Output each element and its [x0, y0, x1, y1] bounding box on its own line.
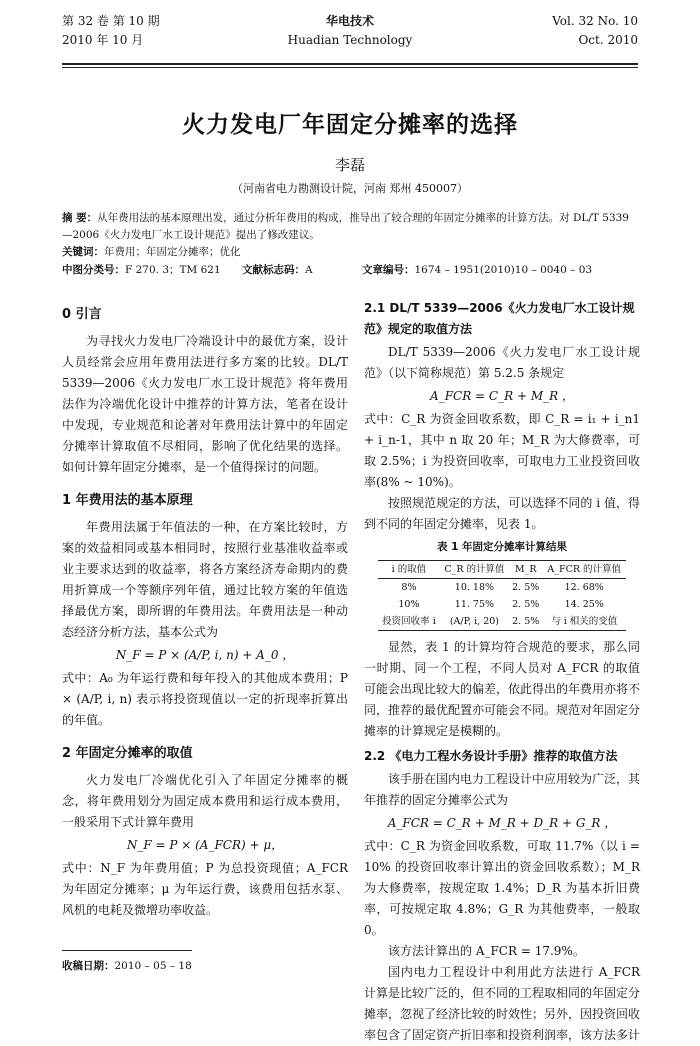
footnote-rule — [62, 950, 192, 951]
section-2-2-heading: 2.2 《电力工程水务设计手册》推荐的取值方法 — [364, 749, 618, 763]
section-0-paragraph: 为寻找火力发电厂冷端设计中的最优方案，设计人员经常会应用年费用法进行多方案的比较。DL/T 5339—2006《火力发电厂水工设计规范》将年费用法作为冷端优化设计中推荐的计算方法，笔者在设计中发现，专业规范和论著对年费用法计算中的年固定分摊率计算取值不尽相同，影响了优化结果的选择。如何计算年固定分摊率，是一个值得探讨的问题。 — [62, 334, 348, 474]
table-cell: 11. 75% — [454, 599, 495, 610]
section-2-1-heading: 2.1 DL/T 5339—2006《火力发电厂水工设计规范》规定的取值方法 — [364, 301, 635, 336]
table-row — [378, 596, 626, 613]
table-cell: 与 i 相关的变值 — [551, 616, 618, 627]
keywords-text: 年费用；年固定分摊率；优化 — [104, 246, 241, 258]
journal-name-cn: 华电技术 — [325, 14, 374, 28]
table-cell: 10. 18% — [454, 582, 495, 593]
article-number — [362, 262, 592, 277]
section-2-1-paragraph-1: DL/T 5339—2006《火力发电厂水工设计规范》（以下简称规范）第 5.2.5 条规定 — [364, 345, 640, 380]
table-cell: 12. 68% — [564, 582, 604, 593]
paper-title: 火力发电厂年固定分摊率的选择 — [182, 112, 518, 138]
table-caption: 表 1 年固定分摊率计算结果 — [436, 541, 568, 553]
table-cell: 投资回收率 i — [382, 616, 436, 627]
section-0-heading: 0 引言 — [62, 307, 102, 322]
section-2-2-paragraph-2: 式中：C_R 为资金回收系数，可取 11.7%（以 i = 10% 的投资回收率计算出的资金回收系数）；M_R 为大修费率，按规定取 1.4%；D_R 为基本折旧费率，可按规定取 4.8%；G_R 为其他费率，一般取 0。 — [364, 839, 640, 937]
keywords — [62, 244, 638, 261]
article-label: 文章编号： — [362, 264, 415, 276]
clc-label: 中图分类号： — [62, 264, 125, 276]
equation-1: N_F = P × (A/P, i, n) + A_0 ， — [115, 648, 295, 662]
header-rule-thick — [62, 63, 638, 65]
received-label: 收稿日期： — [62, 960, 115, 972]
table-cell: 14. 25% — [564, 599, 604, 610]
results-table — [378, 560, 626, 631]
header-rule-thin — [62, 67, 638, 68]
section-2-1-paragraph-3: 按照规范规定的方法，可以选择不同的 i 值，得到不同的年固定分摊率，见表 1。 — [364, 496, 640, 531]
table-cell: 2. 5% — [512, 582, 540, 593]
section-2-paragraph-2: 式中：N_F 为年费用值；P 为总投资现值；A_FCR 为年固定分摊率；μ 为年运行费，该费用包括水泵、风机的电耗及微增功率收益。 — [62, 861, 348, 917]
table-cell: (A/P, i, 20) — [449, 616, 499, 627]
table-row — [378, 613, 626, 631]
table-cell: 8% — [401, 582, 417, 593]
journal-name-en: Huadian Technology — [287, 33, 413, 47]
table-header-row — [378, 561, 626, 579]
left-column — [62, 296, 348, 921]
section-2-1-paragraph-4: 显然，表 1 的计算均符合规范的要求，那么同一时期、同一个工程，不同人员对 A_FCR 的取值可能会出现比较大的偏差，依此得出的年费用亦将不同，推荐的最优配置亦可能会不同。规范对年固定分摊率的计算规定是模糊的。 — [364, 640, 641, 738]
clc-value: F 270. 3；TM 621 — [125, 264, 221, 276]
issue-info-en — [552, 12, 638, 50]
section-1-paragraph-1: 年费用法属于年值法的一种，在方案比较时，方案的效益相同或基本相同时，按照行业基准收益率或业主要求达到的收益率，将各方案经济寿命期内的费用折算成一个等额序列年值，通过比较方案的年值选择最优方案，即所谓的年费用法。年费用法是一种动态经济分析方法，基本公式为 — [62, 520, 348, 639]
clc-number — [62, 262, 221, 277]
section-1-heading: 1 年费用法的基本原理 — [62, 493, 193, 508]
table-header-cell: i 的取值 — [391, 564, 427, 575]
table-header-cell: M_R — [514, 564, 537, 575]
equation-4: A_FCR = C_R + M_R + D_R + G_R ， — [387, 816, 617, 830]
author: 李磊 — [334, 156, 365, 174]
table-row — [378, 579, 626, 597]
equation-2: N_F = P × (A_FCR) + μ， — [126, 838, 284, 852]
table-cell: 10% — [398, 599, 420, 610]
section-2-2-paragraph-4: 国内电力工程设计中利用此方法进行 A_FCR 计算是比较广泛的，但不同的工程取相同的年固定分摊率，忽视了经济比较的时效性；另外，因投资回收率包含了固定资产折旧率和投资利润率，该方法多计 — [364, 965, 641, 1042]
section-2-1-paragraph-2: 式中：C_R 为资金回收系数，即 C_R = i₁ + i_n1 + i_n-1，其中 n 取 20 年；M_R 为大修费率，可取 2.5%；i 为投资回收率，可取电力工业投资回收率(8% ~ 10%)。 — [364, 412, 640, 489]
running-header — [62, 12, 638, 67]
section-2-heading: 2 年固定分摊率的取值 — [62, 746, 193, 761]
affiliation: （河南省电力勘测设计院，河南 郑州 450007） — [232, 182, 468, 195]
table-header-cell: C_R 的计算值 — [444, 564, 505, 575]
equation-3: A_FCR = C_R + M_R ， — [430, 389, 574, 403]
received-date — [62, 958, 192, 973]
abstract — [62, 210, 638, 244]
table-header-cell: A_FCR 的计算值 — [547, 564, 622, 575]
right-column — [364, 296, 640, 1046]
abstract-label: 摘 要： — [62, 212, 98, 224]
article-value: 1674 – 1951(2010)10 – 0040 – 03 — [414, 264, 593, 276]
date-en: Oct. 2010 — [578, 33, 638, 47]
section-2-paragraph-1: 火力发电厂冷端优化引入了年固定分摊率的概念，将年费用划分为固定成本费用和运行成本费用，一般采用下式计算年费用 — [62, 773, 348, 829]
table-cell: 2. 5% — [512, 616, 540, 627]
volume-issue-en: Vol. 32 No. 10 — [552, 14, 638, 28]
keywords-label: 关键词： — [62, 246, 104, 258]
section-2-2-paragraph-3: 该方法计算出的 A_FCR = 17.9%。 — [388, 944, 585, 958]
section-2-2-paragraph-1: 该手册在国内电力工程设计中应用较为广泛，其年推荐的固定分摊率公式为 — [364, 772, 641, 807]
table-cell: 2. 5% — [512, 599, 540, 610]
received-value: 2010 – 05 – 18 — [114, 960, 192, 972]
doc-code — [242, 262, 313, 277]
doc-label: 文献标志码： — [242, 264, 305, 276]
abstract-text: 从年费用法的基本原理出发，通过分析年费用的构成，推导出了较合理的年固定分摊率的计算方法。对 DL/T 5339—2006《火力发电厂水工设计规范》提出了修改建议。 — [62, 212, 629, 241]
section-1-paragraph-2: 式中：A₀ 为年运行费和每年投入的其他成本费用；P × (A/P, i, n) 表示将投资现值以一定的折现率折算出的年值。 — [62, 671, 348, 727]
doc-value: A — [305, 264, 313, 276]
date-cn: 2010 年 10 月 — [62, 33, 144, 47]
volume-issue-cn: 第 32 卷 第 10 期 — [62, 14, 160, 28]
